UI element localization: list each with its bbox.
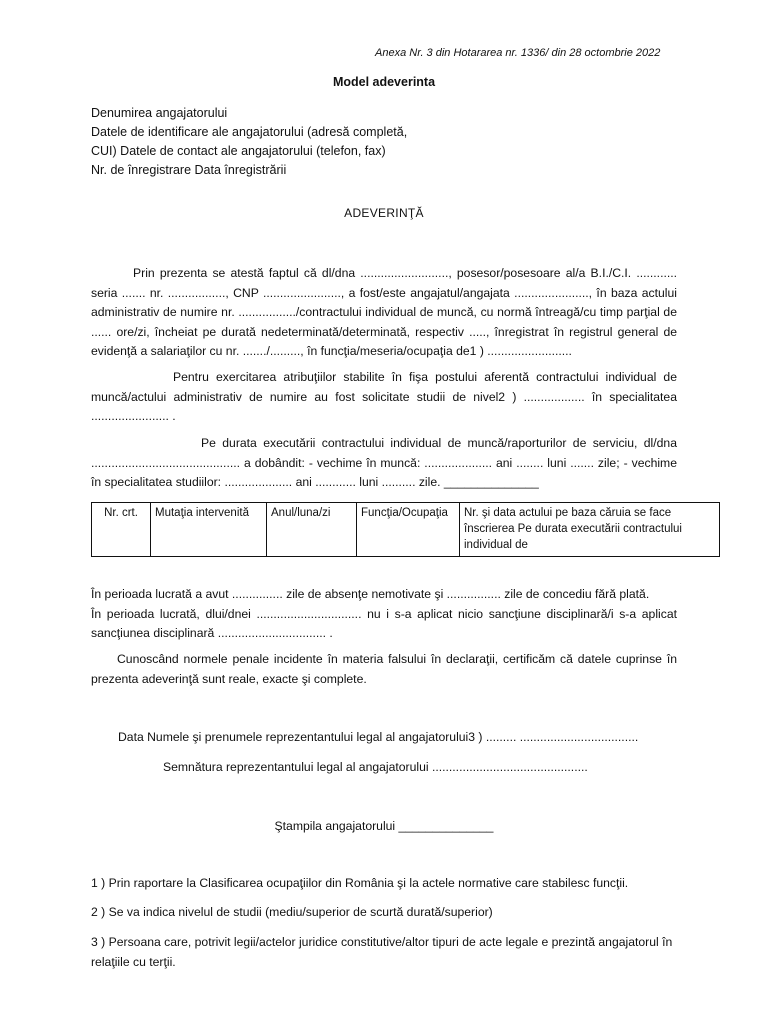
footnote-3: 3 ) Persoana care, potrivit legii/actelor juridice constitutive/altor tipuri de acte legale e prezintă angajatorul în relaţiile cu terţii. bbox=[91, 935, 673, 969]
footnote-2: 2 ) Se va indica nivelul de studii (mediu/superior de scurtă durată/superior) bbox=[91, 905, 493, 919]
document-title: ADEVERINŢĂ bbox=[344, 206, 424, 220]
certification-paragraph: Cunoscând normele penale incidente în materia falsului în declaraţii, certificăm că datele cuprinse în prezenta adeverinţă sunt reale, exacte şi complete. bbox=[91, 652, 677, 686]
employer-contact-line: CUI) Datele de contact ale angajatorului (telefon, fax) bbox=[91, 144, 386, 158]
employer-info-block bbox=[91, 104, 407, 180]
footnote-1: 1 ) Prin raportare la Clasificarea ocupaţiilor din România şi la actele normative care stabilesc funcţii. bbox=[91, 876, 629, 890]
sanctions-line: În perioada lucrată, dlui/dnei ............................... nu i s-a aplicat nicio sancţiune disciplinară/i s-a aplicat sancţiunea disciplinară ................................ . bbox=[91, 606, 677, 640]
table-header-cell: Nr. şi data actului pe baza căruia se face înscrierea Pe durata executării contractului individual de bbox=[460, 503, 720, 557]
table-header-cell: Anul/luna/zi bbox=[267, 503, 357, 557]
table-header-cell: Mutaţia intervenită bbox=[151, 503, 267, 557]
registration-line: Nr. de înregistrare Data înregistrării bbox=[91, 163, 287, 177]
legal-representative-line: Data Numele şi prenumele reprezentantului legal al angajatorului3 ) ......... ................................... bbox=[118, 730, 639, 744]
absences-paragraph bbox=[91, 585, 677, 644]
employment-paragraph: Prin prezenta se atestă faptul că dl/dna .........................., posesor/posesoare al/a B.I./C.I. ............ seria ....... nr. ................., CNP ......................., a fost/este angajatul/angajata ......................, în baza actului administrativ de numire nr. ................./contractului individual de muncă, cu normă întreagă/cu timp parţial de ...... ore/zi, încheiat pe durată nedeterminată/determinată, respectiv ....., înregistrat în registrul general de evidenţă a salariaţilor cu nr. ......./........., în funcţia/meseria/ocupaţia de1 ) ......................... bbox=[91, 266, 677, 358]
annex-reference: Anexa Nr. 3 din Hotararea nr. 1336/ din 28 octombrie 2022 bbox=[375, 47, 661, 59]
employer-id-line: Datele de identificare ale angajatorului (adresă completă, bbox=[91, 125, 408, 139]
stamp-line: Ştampila angajatorului ______________ bbox=[274, 819, 494, 833]
table-header-cell: Funcţia/Ocupaţia bbox=[357, 503, 460, 557]
studies-paragraph: Pentru exercitarea atribuţiilor stabilite în fişa postului aferentă contractului individual de muncă/actului administrativ de numire au fost solicitate studii de nivel2 ) .................. în specialitatea ....................... . bbox=[91, 370, 677, 423]
table-header-row bbox=[92, 503, 720, 557]
employer-name-line: Denumirea angajatorului bbox=[91, 106, 228, 120]
absences-line: În perioada lucrată a avut ............... zile de absenţe nemotivate şi ................ zile de concediu fără plată. bbox=[91, 587, 650, 601]
table-header-cell: Nr. crt. bbox=[92, 503, 151, 557]
signature-line: Semnătura reprezentantului legal al angajatorului .............................................. bbox=[163, 760, 588, 774]
employment-history-table bbox=[91, 502, 720, 557]
model-title: Model adeverinta bbox=[332, 75, 436, 89]
seniority-paragraph: Pe durata executării contractului individual de muncă/raporturilor de serviciu, dl/dna ............................................ a dobândit: - vechime în muncă: .................... ani ........ luni ....... zile; - vechime în specialitatea studiilor: .................... ani ............ luni .......... zile. ______________ bbox=[91, 436, 677, 489]
